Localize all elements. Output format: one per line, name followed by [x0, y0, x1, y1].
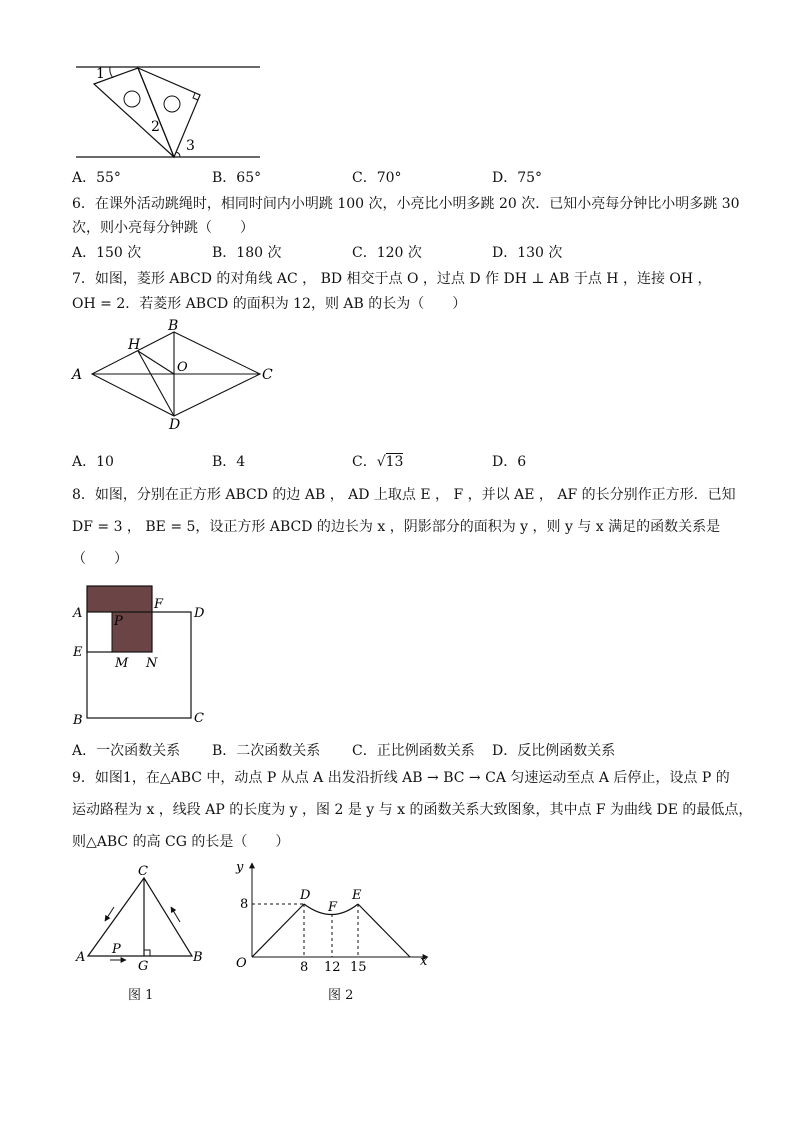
q9-text-line-2: 运动路程为 x ，线段 AP 的长度为 y ，图 2 是 y 与 x 的函数关系大致图象，其中点 F 为曲线 DE 的最低点，: [72, 802, 753, 818]
q9-label-b: B: [193, 950, 203, 965]
q9-tick-y-8: 8: [240, 897, 249, 912]
q7-label-c: C: [262, 367, 273, 383]
q9-label-c: C: [138, 864, 148, 879]
q5-triangle-ruler-left: [94, 68, 174, 157]
q8-label-e: E: [73, 645, 83, 660]
q9-tick-x-15: 15: [350, 960, 367, 975]
q7-label-a: A: [72, 367, 83, 383]
q6-option-d: D．130 次: [492, 245, 563, 261]
q8-label-d: D: [194, 606, 205, 621]
q5-label-3: 3: [186, 138, 195, 154]
q9-label-origin: O: [236, 956, 247, 971]
q8-label-c: C: [194, 711, 204, 726]
q7-option-a: A．10: [72, 454, 114, 470]
q8-label-m: M: [115, 656, 129, 671]
q5-label-2: 2: [151, 119, 160, 135]
q7-option-d: D．6: [492, 454, 527, 470]
q8-label-p: P: [114, 614, 123, 629]
q8-label-n: N: [146, 656, 158, 671]
q8-label-b: B: [73, 713, 83, 728]
q7-label-b: B: [168, 318, 179, 334]
q7-rhombus-figure: [70, 318, 280, 433]
q9-tick-x-8: 8: [300, 960, 309, 975]
q5-option-b: B．65°: [212, 170, 262, 186]
q6-option-a: A．150 次: [72, 245, 142, 261]
q9-triangle-figure: [74, 860, 214, 974]
q8-text-line-1: 8．如图，分别在正方形 ABCD 的边 AB ， AD 上取点 E ， F ，并以 AE ， AF 的长分别作正方形．已知: [72, 487, 736, 503]
q8-label-f: F: [154, 597, 164, 612]
q8-option-d: D．反比例函数关系: [492, 743, 616, 759]
q8-label-a: A: [73, 606, 83, 621]
q9-text-line-3: 则△ABC 的高 CG 的长是（ ）: [72, 834, 290, 850]
q9-caption-figure-2: 图 2: [328, 988, 354, 1003]
q9-arrow-ca: [105, 907, 114, 921]
q8-option-c: C．正比例函数关系: [352, 743, 475, 759]
q7-option-c-label: C．: [352, 454, 377, 470]
q7-label-h: H: [128, 337, 141, 353]
q9-label-e: E: [352, 888, 362, 903]
q8-square-figure: [70, 580, 220, 730]
q5-ruler-hole-right: [164, 96, 180, 112]
q8-text-line-2: DF = 3 ， BE = 5，设正方形 ABCD 的边长为 x ，阴影部分的面积为 y ，则 y 与 x 满足的函数关系是: [72, 519, 721, 535]
q8-option-a: A．一次函数关系: [72, 743, 181, 759]
q5-figure: [72, 62, 272, 162]
q9-function-graph: [232, 857, 432, 975]
q6-option-c: C．120 次: [352, 245, 422, 261]
q9-label-p: P: [112, 942, 121, 957]
q5-angle-arc-1: [110, 67, 113, 78]
q9-triangle-abc: [88, 878, 192, 956]
q7-label-o: O: [177, 360, 188, 375]
q9-graph-od: [252, 904, 304, 957]
q8-shaded-region-top: [87, 586, 152, 612]
q7-segment-oh: [138, 351, 174, 374]
q9-tick-x-12: 12: [324, 960, 341, 975]
q9-arrow-bc: [171, 907, 180, 922]
q5-option-d: D．75°: [492, 170, 543, 186]
sqrt-symbol-icon: √: [376, 454, 386, 470]
q6-text-line-1: 6．在课外活动跳绳时，相同时间内小明跳 100 次，小亮比小明多跳 20 次．已知小亮每分钟比小明多跳 30: [72, 196, 740, 212]
q7-option-c-radicand: 13: [385, 454, 404, 470]
q9-caption-figure-1: 图 1: [128, 988, 154, 1003]
q9-label-g: G: [138, 959, 149, 974]
q9-label-a: A: [76, 950, 86, 965]
q8-text-line-3: （ ）: [72, 551, 128, 567]
q9-text-line-1: 9．如图1，在△ABC 中，动点 P 从点 A 出发沿折线 AB → BC → CA 匀速运动至点 A 后停止，设点 P 的: [72, 770, 730, 786]
q9-graph-e-to-end: [358, 904, 410, 957]
q6-text-line-2: 次，则小亮每分钟跳（ ）: [72, 220, 254, 236]
q9-axis-label-y: y: [236, 860, 244, 875]
q7-option-c: [352, 452, 403, 472]
q9-right-angle-g: [144, 950, 150, 956]
q7-option-b: B．4: [212, 454, 246, 470]
q5-option-c: C．70°: [352, 170, 402, 186]
q9-label-f: F: [328, 900, 338, 915]
q5-label-1: 1: [96, 66, 105, 82]
q9-label-d: D: [300, 888, 311, 903]
q6-option-b: B．180 次: [212, 245, 282, 261]
q5-angle-arc-3: [176, 152, 180, 157]
q5-ruler-hole-left: [124, 91, 140, 107]
q8-option-b: B．二次函数关系: [212, 743, 321, 759]
q7-text-line-1: 7．如图，菱形 ABCD 的对角线 AC ， BD 相交于点 O ，过点 D 作 DH ⊥ AB 于点 H ，连接 OH ，: [72, 271, 712, 287]
q7-label-d: D: [169, 417, 181, 433]
q5-option-a: A．55°: [72, 170, 121, 186]
q7-text-line-2: OH = 2．若菱形 ABCD 的面积为 12，则 AB 的长为（ ）: [72, 296, 467, 312]
q9-axis-label-x: x: [420, 954, 428, 969]
